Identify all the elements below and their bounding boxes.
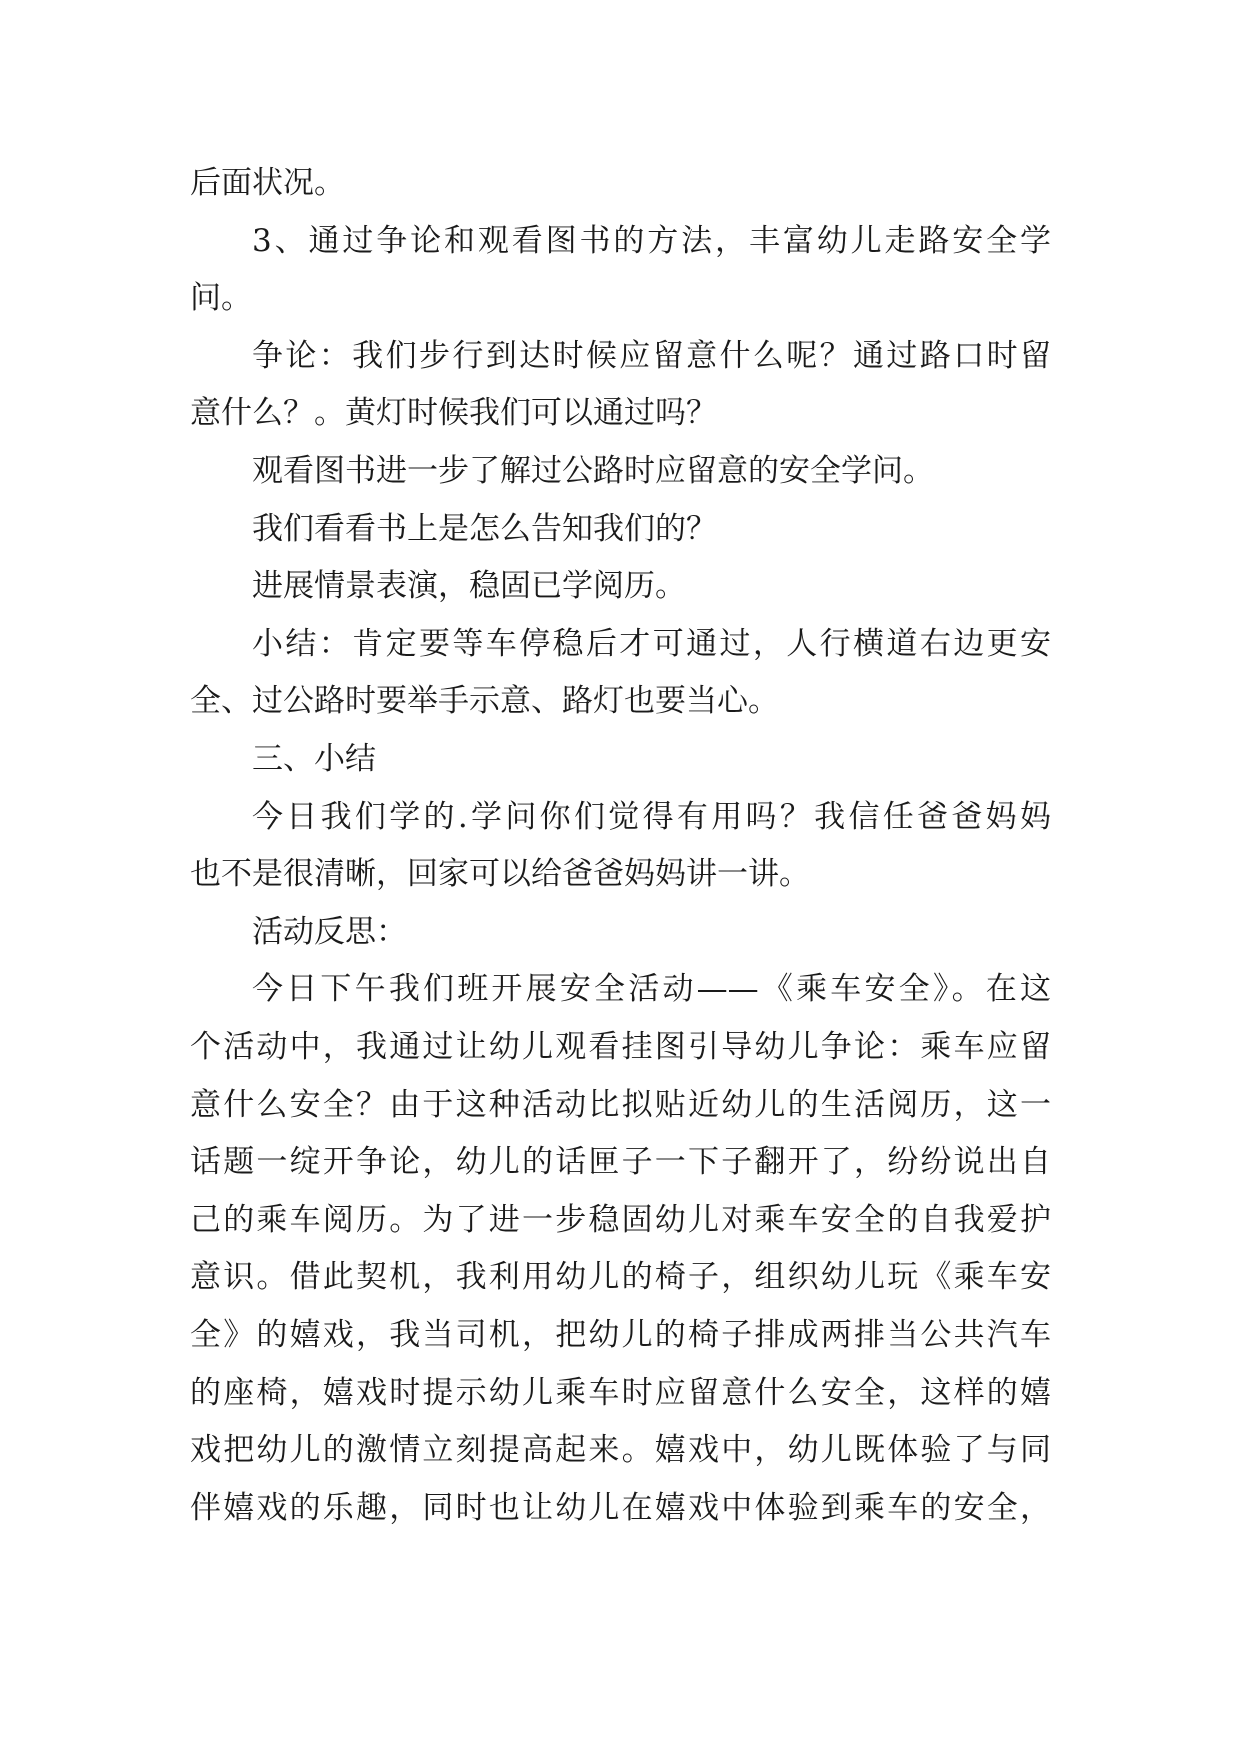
text-line: 己的乘车阅历。为了进一步稳固幼儿对乘车安全的自我爱护 [190, 1202, 1051, 1238]
text-line: 意识。借此契机，我利用幼儿的椅子，组织幼儿玩《乘车安 [190, 1259, 1051, 1295]
text-line: 观看图书进一步了解过公路时应留意的安全学问。 [252, 453, 934, 489]
text-line: 伴嬉戏的乐趣，同时也让幼儿在嬉戏中体验到乘车的安全， [190, 1490, 1051, 1526]
text-line: 活动反思： [252, 914, 407, 950]
text-line: 戏把幼儿的激情立刻提高起来。嬉戏中，幼儿既体验了与同 [190, 1432, 1051, 1468]
text-line: 意什么安全？由于这种活动比拟贴近幼儿的生活阅历，这一 [190, 1087, 1051, 1123]
text-line: 争论：我们步行到达时候应留意什么呢？通过路口时留 [252, 338, 1051, 374]
text-line: 全》的嬉戏，我当司机，把幼儿的椅子排成两排当公共汽车 [190, 1317, 1051, 1353]
text-line: 小结：肯定要等车停稳后才可通过，人行横道右边更安 [252, 626, 1051, 662]
text-line: 进展情景表演，稳固已学阅历。 [252, 568, 686, 604]
text-line: 今日我们学的.学问你们觉得有用吗？我信任爸爸妈妈 [252, 799, 1051, 835]
text-line: 话题一绽开争论，幼儿的话匣子一下子翻开了，纷纷说出自 [190, 1144, 1051, 1180]
text-line: 今日下午我们班开展安全活动——《乘车安全》。在这 [252, 971, 1051, 1007]
text-line: 个活动中，我通过让幼儿观看挂图引导幼儿争论：乘车应留 [190, 1029, 1051, 1065]
text-line: 的座椅，嬉戏时提示幼儿乘车时应留意什么安全，这样的嬉 [190, 1375, 1051, 1411]
text-line: 也不是很清晰，回家可以给爸爸妈妈讲一讲。 [190, 856, 810, 892]
text-line: 全、过公路时要举手示意、路灯也要当心。 [190, 683, 779, 719]
text-line: 意什么？。黄灯时候我们可以通过吗？ [190, 395, 717, 431]
text-line: 后面状况。 [190, 165, 345, 201]
text-line: 三、小结 [252, 741, 376, 777]
text-line: 3、通过争论和观看图书的方法，丰富幼儿走路安全学 [252, 223, 1051, 259]
text-line: 问。 [190, 280, 252, 316]
text-line: 我们看看书上是怎么告知我们的？ [252, 511, 717, 547]
